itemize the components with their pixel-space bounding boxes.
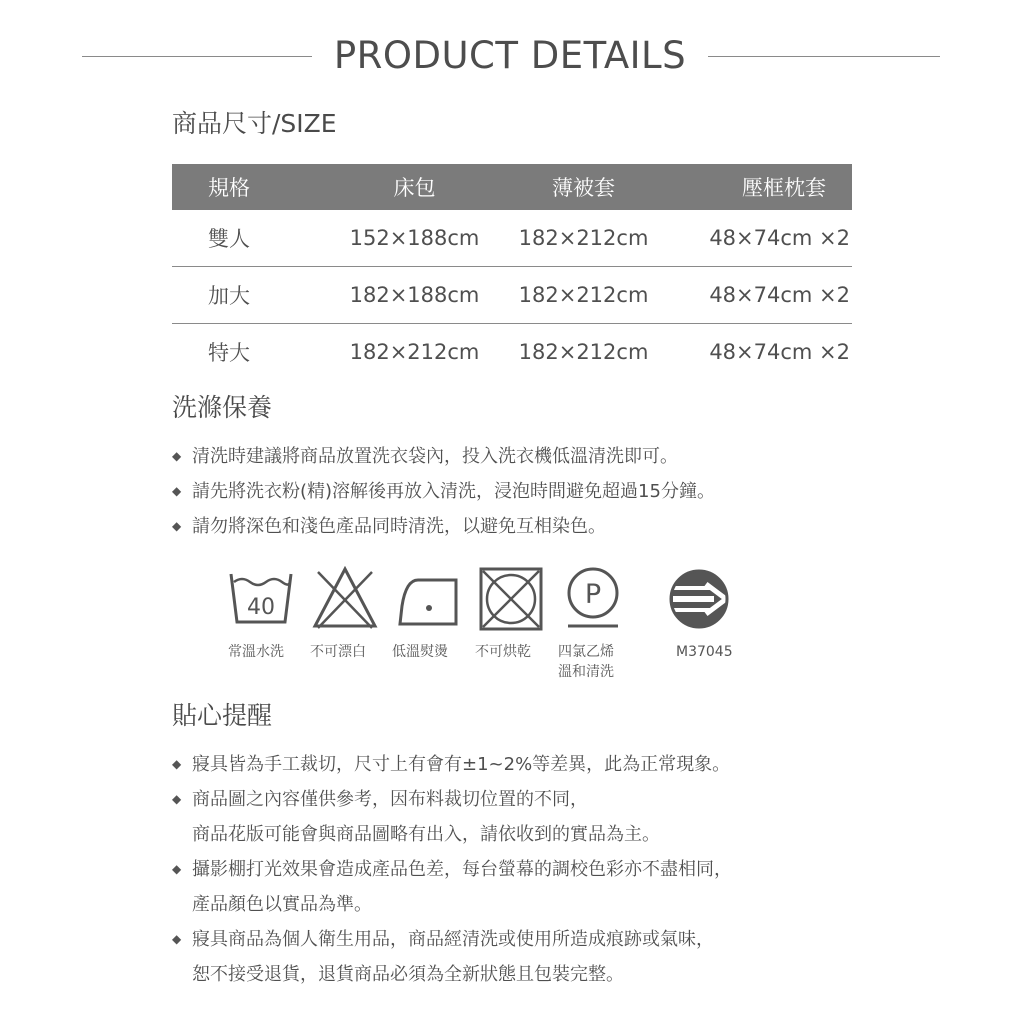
diamond-bullet-icon: ◆	[172, 519, 182, 533]
reminder-section-title: 貼心提醒	[172, 701, 273, 730]
size-name: 雙人	[172, 210, 330, 267]
diamond-bullet-icon: ◆	[172, 484, 182, 498]
header-rule-left	[82, 56, 312, 57]
no-bleach-icon	[312, 566, 378, 632]
care-list	[172, 439, 715, 544]
no-tumble-dry-icon	[478, 566, 544, 632]
iron-low-icon	[396, 566, 462, 632]
wash-40-icon	[228, 566, 294, 632]
diamond-bullet-icon: ◆	[172, 792, 182, 806]
size-section-title: 商品尺寸/SIZE	[172, 109, 337, 138]
page-title: PRODUCT DETAILS	[333, 34, 687, 77]
table-row	[172, 324, 852, 381]
column-header-fitted-sheet: 床包	[330, 164, 499, 210]
icon-label: 不可烘乾	[475, 644, 531, 660]
svg-text:40: 40	[247, 595, 275, 620]
table-row	[172, 210, 852, 267]
table-cell: 48×74cm ×2	[668, 210, 852, 267]
table-cell: 48×74cm ×2	[709, 340, 850, 364]
icon-label-multiline: 四氯乙烯 溫和清洗	[558, 644, 614, 680]
column-header-spec: 規格	[172, 164, 330, 210]
dry-clean-p-icon	[560, 566, 626, 632]
table-cell: 182×212cm	[499, 267, 668, 324]
size-table	[172, 164, 852, 380]
column-header-pillowcase: 壓框枕套	[668, 164, 852, 210]
icon-label: 常溫水洗	[228, 644, 284, 660]
size-name: 特大	[208, 341, 250, 365]
list-item: ◆ 商品圖之內容僅供參考，因布料裁切位置的不同， 商品花版可能會與商品圖略有出入，請依收到的實品為主。	[172, 782, 732, 852]
size-table-header	[172, 164, 852, 210]
table-cell: 182×188cm	[330, 267, 499, 324]
table-cell: 182×212cm	[499, 210, 668, 267]
certification-number: M37045	[676, 644, 733, 660]
page-header	[0, 34, 1024, 86]
list-item: ◆ 攝影棚打光效果會造成產品色差，每台螢幕的調校色彩亦不盡相同， 產品顏色以實品為準。	[172, 852, 732, 922]
svg-text:P: P	[584, 579, 602, 610]
table-cell: 152×188cm	[330, 210, 499, 267]
column-header-duvet-cover: 薄被套	[499, 164, 668, 210]
icon-label: 不可漂白	[310, 644, 366, 660]
list-item: ◆ 請先將洗衣粉(精)溶解後再放入清洗，浸泡時間避免超過15分鐘。	[172, 474, 715, 509]
list-item: ◆ 寢具皆為手工裁切，尺寸上有會有±1~2%等差異，此為正常現象。	[172, 747, 732, 782]
table-cell: 182×212cm	[349, 340, 480, 364]
list-item: ◆ 請勿將深色和淺色產品同時清洗，以避免互相染色。	[172, 509, 715, 544]
list-item: ◆ 寢具商品為個人衛生用品，商品經清洗或使用所造成痕跡或氣味， 恕不接受退貨，退貨商品必須為全新狀態且包裝完整。	[172, 922, 732, 992]
table-cell: 182×212cm	[518, 340, 649, 364]
table-row	[172, 267, 852, 324]
diamond-bullet-icon: ◆	[172, 757, 182, 771]
list-item: ◆ 清洗時建議將商品放置洗衣袋內，投入洗衣機低溫清洗即可。	[172, 439, 715, 474]
diamond-bullet-icon: ◆	[172, 932, 182, 946]
bsmi-mark-icon	[666, 566, 732, 632]
reminder-list	[172, 747, 732, 992]
icon-label: 低溫熨燙	[392, 644, 448, 660]
diamond-bullet-icon: ◆	[172, 862, 182, 876]
size-name: 加大	[172, 267, 330, 324]
care-section-title: 洗滌保養	[172, 393, 273, 422]
diamond-bullet-icon: ◆	[172, 449, 182, 463]
header-rule-right	[708, 56, 940, 57]
table-cell: 48×74cm ×2	[668, 267, 852, 324]
